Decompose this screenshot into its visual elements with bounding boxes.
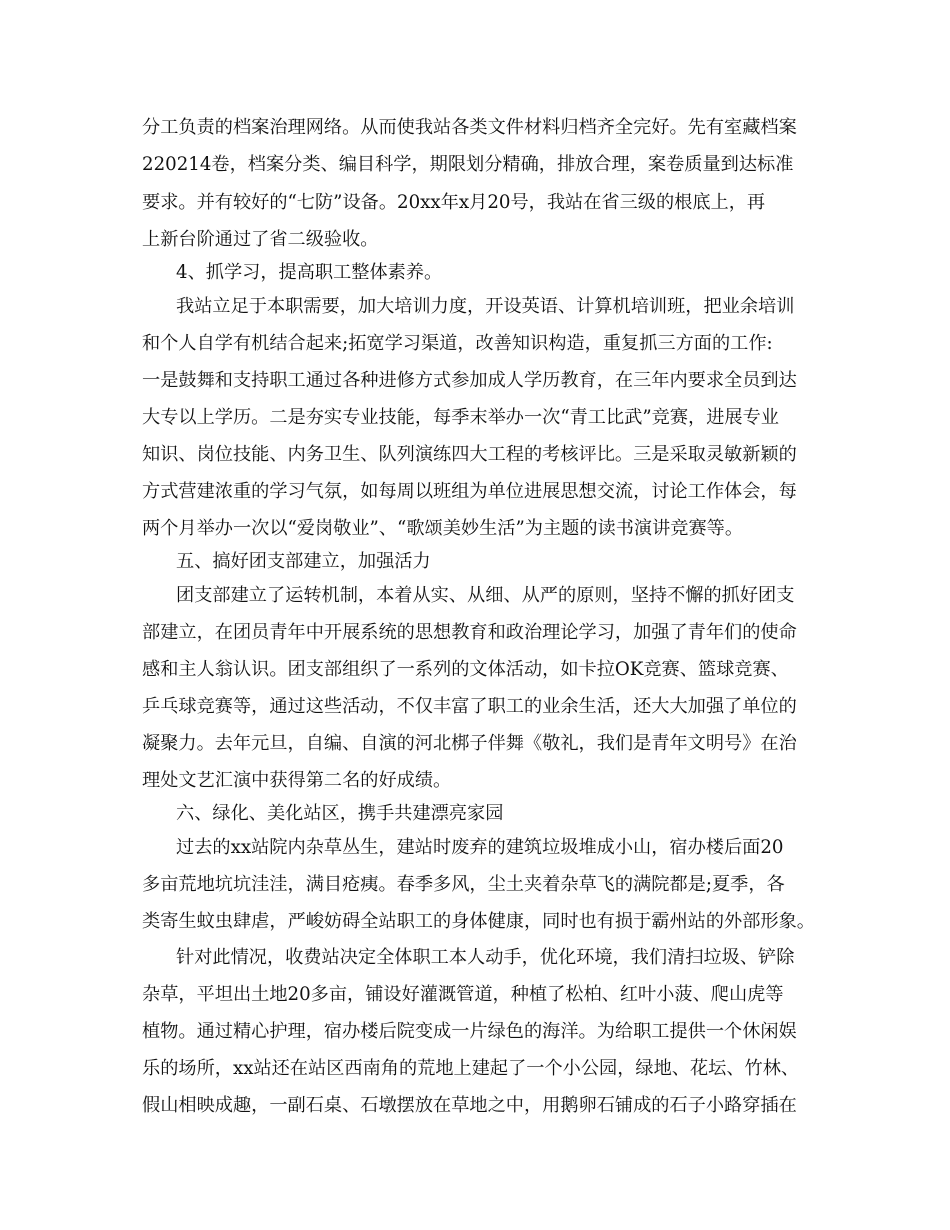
text-line: 大专以上学历。二是夯实专业技能，每季末举办一次“青工比武”竞赛，进展专业 (142, 407, 779, 428)
text-line: 针对此情况，收费站决定全体职工本人动手，优化环境，我们清扫垃圾、铲除 (176, 947, 795, 968)
section-heading: 4、抓学习，提高职工整体素养。 (176, 262, 443, 283)
text-line: 乒乓球竞赛等，通过这些活动，不仅丰富了职工的业余生活，还大大加强了单位的 (142, 696, 797, 717)
text-line: 假山相映成趣，一副石桌、石墩摆放在草地之中，用鹅卵石铺成的石子小路穿插在 (142, 1095, 797, 1116)
text-line: 上新台阶通过了省二级验收。 (142, 229, 379, 250)
text-line: 两个月举办一次以“爱岗敬业”、“歌颂美妙生活”为主题的读书演讲竞赛等。 (142, 518, 744, 539)
text-line: 乐的场所，xx站还在站区西南角的荒地上建起了一个小公园，绿地、花坛、竹林、 (142, 1058, 800, 1079)
text-line: 杂草，平坦出土地20多亩，铺设好灌溉管道，种植了松柏、红叶小菠、爬山虎等 (142, 984, 784, 1005)
text-line: 和个人自学有机结合起来;拓宽学习渠道，改善知识构造，重复抓三方面的工作: (142, 333, 773, 354)
text-line: 过去的xx站院内杂草丛生，建站时废弃的建筑垃圾堆成小山，宿办楼后面20 (176, 837, 784, 858)
text-line: 类寄生蚊虫肆虐，严峻妨碍全站职工的身体健康，同时也有损于霸州站的外部形象。 (142, 911, 815, 932)
text-line: 我站立足于本职需要，加大培训力度，开设英语、计算机培训班，把业余培训 (176, 296, 795, 317)
text-line: 多亩荒地坑坑洼洼，满目疮痍。春季多风，尘土夹着杂草飞的满院都是;夏季，各 (142, 874, 785, 895)
text-line: 要求。并有较好的“七防”设备。20xx年x月20号，我站在省三级的根底上，再 (142, 192, 766, 213)
text-line: 220214卷，档案分类、编目科学，期限划分精确，排放合理，案卷质量到达标准 (142, 154, 794, 175)
text-line: 方式营建浓重的学习气氛，如每周以班组为单位进展思想交流，讨论工作体会，每 (142, 481, 797, 502)
text-line: 植物。通过精心护理，宿办楼后院变成一片绿色的海洋。为给职工提供一个休闲娱 (142, 1021, 797, 1042)
text-line: 凝聚力。去年元旦，自编、自演的河北梆子伴舞《敬礼，我们是青年文明号》在治 (142, 733, 797, 754)
section-heading: 六、绿化、美化站区，携手共建漂亮家园 (176, 803, 504, 824)
text-line: 知识、岗位技能、内务卫生、队列演练四大工程的考核评比。三是采取灵敏新颖的 (142, 444, 797, 465)
text-line: 感和主人翁认识。团支部组织了一系列的文体活动，如卡拉OK竞赛、篮球竞赛、 (142, 659, 789, 680)
text-line: 一是鼓舞和支持职工通过各种进修方式参加成人学历教育，在三年内要求全员到达 (142, 370, 797, 391)
text-line: 理处文艺汇演中获得第二名的好成绩。 (142, 770, 452, 791)
text-line: 分工负责的档案治理网络。从而使我站各类文件材料归档齐全完好。先有室藏档案 (142, 117, 797, 138)
section-heading: 五、搞好团支部建立，加强活力 (176, 551, 431, 572)
text-line: 团支部建立了运转机制，本着从实、从细、从严的原则，坚持不懈的抓好团支 (176, 585, 795, 606)
text-line: 部建立，在团员青年中开展系统的思想教育和政治理论学习，加强了青年们的使命 (142, 622, 797, 643)
